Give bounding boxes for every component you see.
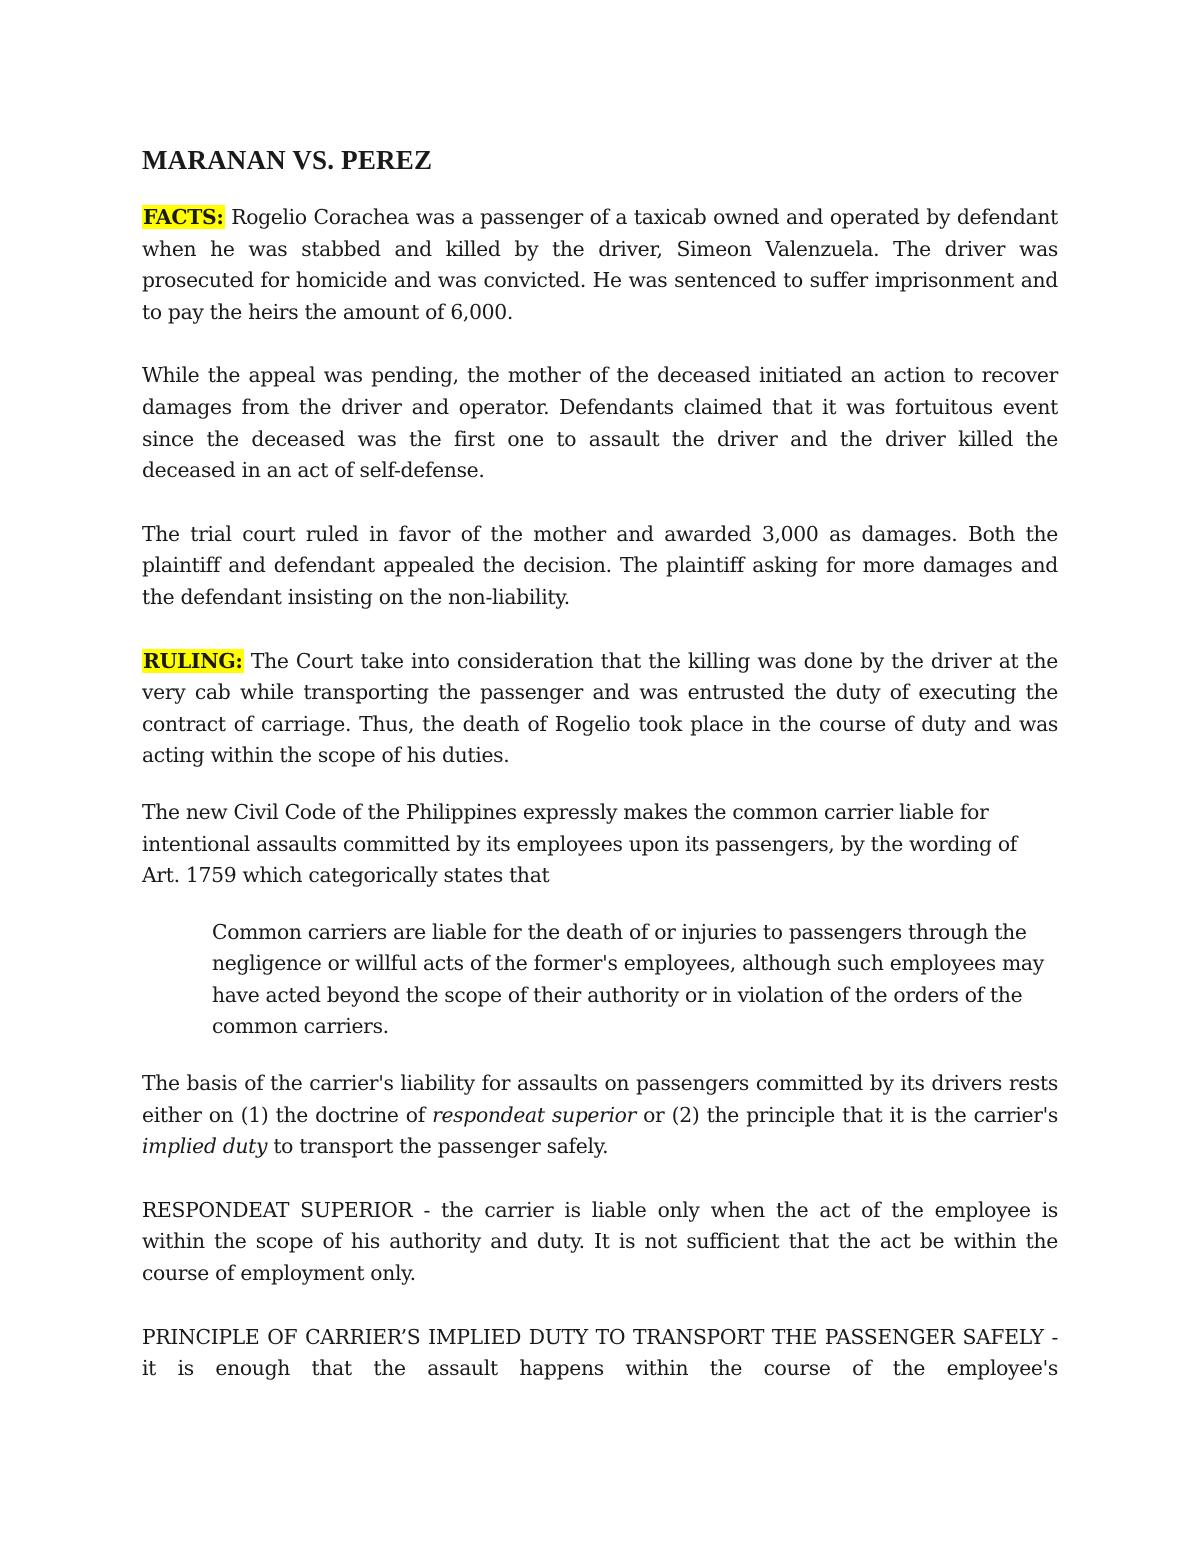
facts-text: Rogelio Corachea was a passenger of a taxicab owned and operated by defendant when he was stabbed and killed by the driver, Simeon Valenzuela. The driver was prosecuted for homicide and was convicted. He was sentenced to suffer imprisonment and to pay the heirs the amount of 6,000.	[142, 205, 1058, 324]
ruling-text: The Court take into consideration that the killing was done by the driver at the very cab while transporting the passenger and was entrusted the duty of executing the contract of carriage. Thus, the death of Rogelio took place in the course of duty and was acting within the scope of his duties.	[142, 648, 1058, 768]
implied-duty-paragraph: PRINCIPLE OF CARRIER’S IMPLIED DUTY TO TRANSPORT THE PASSENGER SAFELY - it is enough that the assault happens within the course of the employee's	[142, 1324, 1058, 1381]
basis-text-2: or (2) the principle that it is the carrier's	[635, 1102, 1058, 1127]
document-page	[142, 140, 1058, 1385]
ruling-paragraph	[142, 646, 1058, 772]
document-title: MARANAN VS. PEREZ	[142, 145, 433, 175]
implied-duty-italic: implied duty	[142, 1134, 268, 1159]
ruling-label: RULING:	[143, 648, 243, 673]
respondeat-superior-italic: respondeat superior	[432, 1102, 636, 1127]
facts-paragraph	[142, 202, 1058, 328]
facts-label: FACTS:	[143, 205, 224, 229]
liability-basis-paragraph	[142, 1068, 1058, 1163]
basis-text-3: to transport the passenger safely.	[267, 1134, 609, 1159]
basis-text-1: The basis of the carrier's liability for assaults on passengers committed by its drivers rests either on (1) the doctrine of	[142, 1071, 1058, 1127]
trial-court-paragraph: The trial court ruled in favor of the mother and awarded 3,000 as damages. Both the plaintiff and defendant appealed the decision. The plaintiff asking for more damages and the defendant insisting on the non-liability.	[142, 521, 1058, 609]
respondeat-superior-paragraph: RESPONDEAT SUPERIOR - the carrier is liable only when the act of the employee is within the scope of his authority and duty. It is not sufficient that the act be within the course of employment only.	[142, 1197, 1058, 1286]
article-1759-quote: Common carriers are liable for the death of or injuries to passengers through the negligence or willful acts of the former's employees, although such employees may have acted beyond the scope of their authority or in violation of the orders of the common carriers.	[212, 919, 1044, 1039]
appeal-paragraph: While the appeal was pending, the mother of the deceased initiated an action to recover damages from the driver and operator. Defendants claimed that it was fortuitous event since the deceased was the first one to assault the driver and the driver killed the deceased in an act of self-defense.	[142, 363, 1058, 483]
civil-code-paragraph: The new Civil Code of the Philippines expressly makes the common carrier liable for intentional assaults committed by its employees upon its passengers, by the wording of Art. 1759 which categorically states that	[142, 799, 1017, 888]
